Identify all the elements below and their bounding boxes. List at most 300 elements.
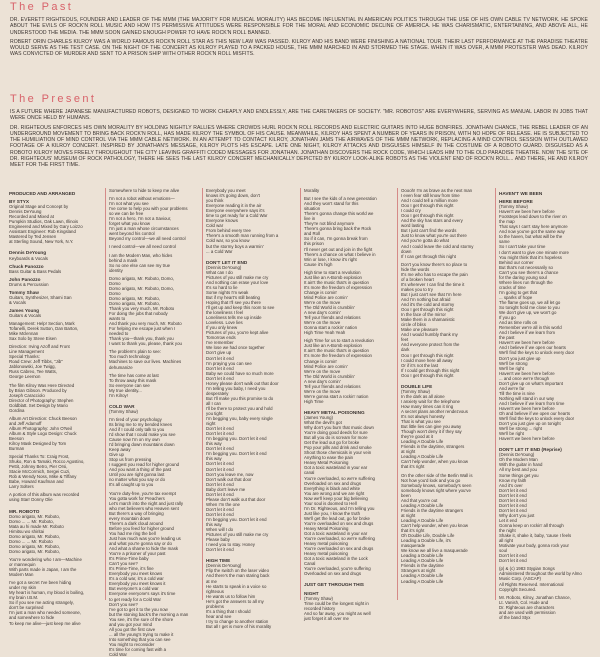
lyric-line: I've remember: [206, 340, 234, 346]
lyric-line: It's Prime-Time, it's fine: [109, 566, 154, 572]
lyric-line: You're duty-free, you're tax exempt: [109, 490, 176, 496]
lyric-line: Kilroy Mask Designed by Tom: [9, 441, 67, 447]
lyric-line: There's a smooth man running from a: [206, 233, 279, 239]
lyric-line: down: [401, 248, 412, 254]
lyric-line: But everyone's a cold war: [109, 586, 159, 592]
lyric-line: Goldblatt. Set Design by Mario: [9, 402, 68, 408]
lyric-line: Or if it's not the last: [401, 362, 439, 368]
lyric-line: every mountain down: [109, 515, 151, 521]
lyric-line: Loneliness tells me up inside: [206, 315, 262, 321]
lyric-line: Leading a Double Life, it's: [401, 538, 451, 544]
lyric-line: but the stoning back's the morning a man: [109, 611, 189, 617]
lyric-line: So no one else can see my true: [109, 262, 171, 268]
lyric-line: recorded history: [304, 605, 336, 611]
song-title: Chuck Panozzo: [9, 263, 44, 269]
lyric-line: It's more the freedom of expression: [304, 284, 372, 290]
lyric-line: We'll get the lead out, go for broke: [304, 515, 370, 521]
lyric-line: I'm tired of your psychology: [109, 416, 162, 422]
lyric-line: And they won't stand for this: [304, 201, 359, 207]
lyric-line: We don't give up, we won't go: [499, 310, 557, 316]
lyric-line: Everybody you meet knows it: [109, 581, 166, 587]
lyric-line: desperately: [206, 390, 229, 396]
lyric-line: You gotta work for Preachers: [109, 495, 165, 501]
lyric-line: Don't let it end: [206, 355, 234, 361]
lyric-line: And there's the man staring back: [206, 573, 270, 579]
lyric-line: Beeson: [9, 435, 24, 441]
lyric-line: But I just can't see that I'm here: [401, 291, 462, 297]
lyric-line: Domo arigato, Mr. Roboto,: [109, 295, 160, 301]
lyric-line: at me: [206, 578, 217, 584]
lyrics-column-2: [109, 188, 201, 657]
lyric-line: Mr. Roboto, Kilroy, Jonathan Chance,: [499, 594, 571, 600]
lyric-line: situation: [304, 206, 321, 212]
lyric-line: Management: Help! Section, Mark: [9, 320, 75, 326]
lyric-line: Thank you very much, Mr. Roboto: [109, 305, 175, 311]
lyric-line: We'll find the keys to unlock every door: [499, 350, 575, 356]
lyric-line: And thank you very much, Mr. Roboto: [109, 321, 182, 327]
lyric-line: Don't let it end: [206, 481, 234, 487]
lyrics-column-4: [304, 188, 396, 621]
lyric-line: Tell your friends and relations: [304, 383, 361, 389]
lyric-line: cracks of time: [499, 284, 526, 290]
lyric-line: (Tommy Shaw): [401, 388, 430, 394]
lyric-line: Don't let it end: [206, 491, 234, 497]
lyric-line: (Dennis DeYoung): [206, 264, 242, 270]
lyric-line: Overloaded on sex and drugs: [304, 571, 361, 577]
lyrics-column-1: [9, 188, 103, 626]
lyric-line: And that you're out: [401, 497, 438, 503]
lyric-line: I'm not what you see: [109, 201, 149, 207]
lyric-line: (Tommy Shaw): [109, 408, 138, 414]
lyric-line: knows it's going down, don't: [206, 193, 260, 199]
lyric-line: Know my faith: [499, 477, 527, 483]
lyric-line: We'll be strong ... right: [499, 426, 542, 432]
lyric-line: Cause now I'm on my own: [109, 437, 160, 443]
lyric-line: the past: [499, 335, 515, 341]
lyric-line: Don't let it end: [499, 553, 527, 559]
lyric-line: Leading a Double Life: [401, 553, 444, 559]
lyric-line: Don't let it end: [206, 365, 234, 371]
lyric-line: Gonna start a rockin' nation: [304, 325, 357, 331]
lyric-line: You had me ring the bell: [109, 530, 156, 536]
lyric-line: don't be surprised: [9, 605, 44, 611]
lyric-line: For helping me escape just when I: [109, 326, 176, 332]
lyric-line: Don't let it end: [206, 461, 234, 467]
lyric-line: same: [499, 239, 510, 245]
lyric-line: Just like an A-Bomb explosion: [304, 274, 362, 280]
lyric-line: Copyright Secured.: [499, 586, 537, 592]
lyric-line: Domo: [109, 280, 121, 286]
lyric-line: no matter what you say or do: [109, 477, 166, 483]
lyric-line: High Time Yeah Yeah: [304, 330, 346, 336]
lyric-line: You might think that it's hopeless: [499, 254, 562, 260]
lyric-line: Haven't we been here before: [499, 405, 555, 411]
lyric-line: High Time for us to start a revolution: [304, 338, 374, 344]
lyric-line: It's time for coming fast with a: [109, 646, 167, 652]
present-paragraph: DR. RIGHTEOUS ENFORCES HIS OWN MORALITY BY HOLDING NIGHTLY RALLIES WHERE CROWDS HURL ROCK'N ROLL RECORDS AND ELECTRIC GUITARS INTO HUGE BONFIRES. JONATHAN CHANCE, THE REBEL LEADER OF AN UNDERGROUND MOVEMENT TO BRING BACK ROCK'N ROLL, HAS MADE KILROY THE SYMBOL OF HIS CAUSE. MEANWHILE, KILROY HAS SPENT A NUMBER OF YEARS IN PRISON, WITH NO HOPE OF RELEASE. HE IS SUBJECTED TO THE HUMILIATION OF MIND CONTROL VIA THE MMM CABLE NETWORK. IN AN ATTEMPT TO CONTACT KILROY, JONATHAN JAMS THE AIRWAVES OF THE MMM NETWORK, REPLACING A MIND CONTROL SESSION WITH OUTLAWED FOOTAGE OF A KILROY CONCERT. INSPIRED BY JONATHAN'S MESSAGE, KILROY PLOTS HIS ESCAPE. LATE ONE NIGHT, KILROY ATTACKS AND DISGUISES HIMSELF IN THE COSTUME OF A ROBOTO GUARD. DISGUISED AS A ROBOTO KILROY MOVES FREELY THROUGHOUT THE CITY LEAVING GRAFFITI CODED MESSAGES FOR JONATHAN. JONATHAN DISCOVERS THE ROCK CODE, WHICH LEADS HIM TO THE OLD PARADISE THEATRE. NOW THE SITE OF DR. RIGHTEOUS' MUSEUM OF ROCK PATHOLOGY, THERE HE SEES THE LAST KILROY CONCERT MECHANICALLY DEPICTED BY KILROY LOOK-ALIKE ROBOTS AS THE VIOLENT END OF ROCK'N ROLL... AND THERE, HE AND KILROY MEET FOR THE FIRST TIME.: [10, 124, 588, 168]
lyric-line: hear and see: [206, 613, 232, 619]
lyric-line: Nothing will stand in our way: [499, 395, 555, 401]
lyric-line: So if you see me acting strangely,: [9, 600, 74, 606]
lyric-line: It's all caught up to you: [109, 482, 154, 488]
lyric-line: time to get ready for a Cold War: [206, 213, 268, 219]
lyric-line: at night: [401, 449, 416, 455]
lyric-line: And if I could only talk to you: [109, 426, 165, 432]
lyric-line: Oh the Modern Man: [499, 457, 538, 463]
lyric-line: the map: [499, 219, 515, 225]
lyric-line: The problem's plain to see:: [109, 349, 162, 355]
lyric-line: Tofanelli, Derek Sutton, Dan Barton,: [9, 326, 79, 332]
lyric-line: Footsteps lead down to the river on: [499, 214, 567, 220]
lyric-line: this prison: [304, 241, 324, 247]
lyric-line: All my best and you: [499, 467, 537, 473]
lyric-line: Guitars & Vocals: [9, 312, 42, 318]
lyric-line: Don't you leave me, now: [206, 471, 254, 477]
lyric-line: makes you to try: [401, 286, 433, 292]
lyric-line: Gonna keep on rockin' all through: [499, 523, 564, 528]
lyric-line: feet: [401, 337, 409, 343]
lyric-line: Though won't deny it if they say: [401, 429, 462, 435]
lyric-line: Director of Photography: Stephen: [9, 397, 74, 403]
song-title: Dennis DeYoung: [9, 250, 47, 256]
lyric-line: Heavy metal poisoning: [304, 551, 348, 557]
lyric-line: Don't let it end: [206, 547, 234, 553]
lyric-line: When I'm the one: [206, 501, 240, 507]
stanza-gap: [304, 404, 396, 407]
lyric-line: How many times can it ring: [401, 403, 454, 409]
lyric-line: Leading A Double Life: [401, 558, 444, 564]
lyric-line: But I'll make you this promise to do: [206, 395, 274, 401]
lyric-line: Don't let it end: [499, 487, 527, 493]
lyric-line: all I can: [206, 400, 221, 406]
lyric-line: Larry Solters: [9, 484, 34, 490]
lyric-line: Your soul is doomed to Hell: [304, 500, 357, 506]
lyric-line: We'll be right: [499, 431, 524, 437]
lyric-line: Tell your friends and relations: [304, 315, 361, 321]
lyric-line: Friends in the daytime strangers: [401, 507, 464, 513]
lyric-line: Thank you—thank you, thank you: [109, 336, 174, 342]
lyric-line: Please don't walk out that door: [206, 496, 266, 502]
lyric-line: In the dark as all alone: [401, 393, 445, 399]
lyric-line: You're overloaded on sex and drugs: [304, 546, 374, 552]
lyric-line: There's a chance on what I believe in: [304, 251, 376, 257]
song-title: HERE BEFORE: [499, 199, 533, 205]
lyric-line: That is what you see: [401, 419, 441, 425]
lyric-line: Mind Police are comin': [304, 294, 348, 300]
lyric-line: dehumanize: [109, 364, 133, 370]
lyric-line: Domo arigato, Mr. Roboto,: [9, 548, 60, 554]
lyric-line: Ooo I get through this night: [401, 352, 454, 358]
lyric-line: or mannequin: [9, 562, 36, 567]
lyric-line: You're doing good deeds for sure: [304, 430, 368, 436]
lyric-line: He's got the answers to all my: [206, 598, 264, 604]
lyric-line: I need control—we all need control: [109, 244, 176, 250]
song-title: HIGH TIME: [206, 558, 231, 564]
lyric-line: A new day's comin': [304, 310, 341, 316]
lyric-line: You're wondering who I am—Machine: [9, 556, 82, 562]
lyric-line: Why don't you just: [499, 512, 535, 518]
lyric-line: masquerade: [401, 543, 426, 549]
lyric-line: And I believe if we learn from time: [499, 400, 565, 406]
lyric-line: behind a mask: [109, 257, 138, 263]
lyric-line: Domo arigato, Mr. Roboto, Domo,: [109, 285, 174, 291]
lyric-line: and somewhere to hide: [9, 615, 55, 621]
lyric-line: Haven't we been here before: [499, 340, 555, 346]
lyric-line: using Starr Donny Olie: [9, 497, 53, 503]
lyric-line: under my skin: [9, 585, 37, 591]
lyric-line: But I see the kids of a new generation: [304, 196, 377, 202]
lyric-line: canal: [304, 470, 315, 476]
lyric-line: High Time: [304, 398, 324, 404]
lyric-line: I've come to help you with your problems: [109, 206, 188, 212]
lyric-line: Heavy metal poisoning: [304, 541, 348, 547]
lyric-line: So tonight hold me close to you: [499, 305, 560, 311]
lyric-line: When will I do: [206, 527, 234, 533]
lyric-line: Machines to save our lives. Machines: [109, 359, 182, 365]
lyric-line: Ooo I get through this night: [401, 372, 454, 378]
lyric-line: Got a toxic wasteland in your ear: [304, 465, 368, 471]
lyric-line: It's a cold war, it's a cold war: [109, 576, 164, 582]
lyric-line: We're on the move: [304, 299, 341, 305]
lyric-line: Domo: [109, 290, 121, 296]
lyric-line: And as time rolls on: [499, 320, 538, 326]
song-title: NIGHT: [304, 590, 319, 596]
lyric-line: It's me who has to escape the pain: [401, 271, 468, 277]
stanza-gap: [206, 552, 299, 555]
lyric-line: Anything to ease the pain: [304, 455, 354, 461]
lyric-line: Can't you see there's a chance: [499, 269, 559, 275]
lyric-line: I'm not a hero, I'm not a Saviour,: [109, 216, 172, 222]
lyric-line: Give up: [109, 452, 124, 458]
lyric-line: We're on the move: [304, 388, 341, 394]
lyric-line: Special Thanks:: [9, 354, 40, 360]
lyric-line: There's gonna change this world we: [304, 211, 374, 217]
lyric-line: You are wrong and we are right: [304, 490, 365, 496]
lyric-line: Leading A Double Life: [401, 439, 444, 445]
lyric-line: If you go: [499, 315, 516, 321]
lyric-line: You're overloaded, you're suffering: [304, 566, 371, 572]
lyric-line: And nothing can erase your love: [206, 279, 269, 285]
stanza-gap: [9, 503, 103, 506]
lyric-line: Everyone everyone's says it's time: [109, 591, 176, 597]
lyric-line: to get ready for a Cold War: [109, 596, 161, 602]
lyric-line: Mata au hi made Mr. Roboto: [9, 523, 64, 529]
lyric-line: Change is comin': [304, 289, 338, 295]
lyric-line: In the face of the mirror: [401, 312, 446, 318]
lyric-line: of a broken heart: [401, 276, 434, 282]
lyric-line: You're a prisoner of your past: [109, 551, 166, 557]
lyric-line: you tight: [206, 411, 223, 417]
lyric-line: Heavy Metal Poisoning: [304, 460, 349, 466]
lyric-line: Baby we could have so much more: [206, 370, 274, 376]
lyric-line: I try to change to another station: [206, 618, 269, 624]
lyric-line: ... sparks of hope: [499, 294, 533, 300]
lyric-line: And you're gotta do what: [401, 238, 449, 244]
lyric-line: Just how much was you're leading us: [109, 535, 181, 541]
lyric-line: I anxiety wait for the telephone: [401, 398, 460, 404]
lyric-line: ... all the young's trying to make it: [109, 631, 174, 637]
lyric-line: Friends in the daytime, strangers: [401, 444, 465, 450]
lyric-line: who met believers who Heaven sent: [109, 505, 179, 511]
lyric-line: My heart is human, my blood is boiling,: [9, 590, 85, 596]
lyric-line: To throw away this mask: [109, 377, 157, 383]
lyric-line: Album & Style Logo Design: Chuck: [9, 430, 77, 436]
lyric-line: Don't let it end: [206, 511, 234, 517]
lyric-line: Make one pleasure: [401, 327, 438, 333]
lyric-line: Honey please don't walk out that door: [206, 380, 279, 386]
lyric-line: Somewhere to hide to keep me alive: [109, 188, 180, 193]
lyric-line: wants to: [109, 316, 126, 322]
lyric-line: Album Photography: John O'Neil: [9, 425, 72, 431]
lyric-line: Don't give up: [206, 350, 232, 356]
lyric-line: I'm begging you. Don't let it end: [206, 451, 267, 457]
lyric-line: With the guitar in hand: [499, 462, 543, 468]
lyric-line: Ooooh! I'm as brave as the next man: [401, 188, 473, 193]
lyrics-column-3: [206, 188, 299, 629]
lyric-line: I'm Dr. Righteous, and I'm telling you: [304, 505, 375, 511]
lyric-line: ... a Cold War: [206, 248, 233, 254]
song-title: COLD WAR: [109, 403, 135, 409]
lyric-line: Don't let it end: [206, 431, 234, 437]
lyric-line: I'd bringing down mountains down: [109, 442, 175, 448]
lyric-line: High time to start a revolution: [304, 269, 361, 275]
lyric-line: (Dennis DeYoung): [206, 563, 242, 569]
song-title: PRODUCED AND ARRANGED: [9, 191, 76, 196]
lyric-line: but the stormy boys a warmin': [206, 243, 264, 249]
lyric-line: Cold war, so you know: [206, 238, 250, 244]
lyric-line: Please baby: [206, 537, 230, 543]
lyric-line: and you got your mind: [109, 621, 152, 627]
lyric-line: Don't let it end: [499, 507, 527, 513]
lyric-line: word lasting: [401, 223, 425, 229]
lyric-line: There's a dark cloud around: [109, 520, 163, 526]
lyric-line: You're overloaded on sex and drugs: [304, 520, 374, 526]
lyric-line: Pictures of you still make me cry: [206, 274, 269, 280]
lyric-line: the night: [499, 528, 516, 534]
lyric-line: Until you are right gonna last: [109, 472, 165, 478]
lyric-line: It's wherever I can find the time it: [401, 281, 465, 287]
lyric-line: We'll find the keys to unlock every door: [499, 416, 575, 422]
lyric-line: (James Young): [304, 414, 333, 420]
lyric-line: But all you do is scream for more: [304, 435, 368, 441]
lyric-line: A portion of this album was recorded: [9, 492, 80, 498]
lyric-line: But there's a way of bringing: [109, 510, 164, 516]
song-title: John Panozzo: [9, 276, 41, 282]
lyric-line: And I could leave the cold and stormy: [401, 243, 474, 249]
lyric-line: Domo arigato, Mr. Roboto,: [9, 533, 60, 539]
lyric-line: Drums & Percussion: [9, 281, 49, 287]
lyric-line: Cold War: [109, 652, 127, 657]
lyric-line: Flip the switch on the laser video: [206, 568, 270, 574]
lyric-line: Don't let it end: [206, 506, 234, 512]
lyric-line: Shuko, Ron & Tamaki, Rocco Agostino,: [9, 459, 85, 465]
lyric-line: Some nights I'm weak: [206, 289, 249, 295]
lyric-line: Hoping that I'll see you there: [206, 299, 261, 305]
lyric-line: I'm not a robot without emotions—: [109, 196, 175, 202]
lyric-line: problems: [206, 603, 224, 609]
song-title: MR. ROBOTO: [9, 508, 40, 514]
lyric-line: I'm begging you. Don't let it end: [206, 517, 267, 522]
past-text: [10, 17, 588, 61]
lyric-line: Domo ... ... Mr. Roboto: [9, 538, 53, 544]
lyric-line: at Sterling Sound, New York, N.Y.: [9, 239, 74, 245]
lyric-line: But that's not necessarily so: [499, 264, 553, 270]
lyric-line: Let it end: [499, 517, 517, 523]
lyric-line: But all I get is more of his morality: [206, 623, 272, 629]
lyric-line: at night: [401, 512, 416, 518]
lyric-line: Just like you, I know the truth: [304, 510, 361, 516]
lyric-line: On the other side of the Berlin Wall is: [401, 472, 473, 478]
lyric-line: I suggest you read for higher ground: [109, 462, 180, 468]
lyric-line: forget what you know: [109, 221, 151, 227]
lyric-line: been: [401, 492, 411, 498]
lyric-line: Strangers at night: [401, 568, 436, 574]
lyric-line: I'm begging you, baby every single: [206, 416, 273, 422]
lyric-line: soul: [499, 548, 507, 554]
lyric-line: Everyone reading it in the air: [206, 203, 262, 209]
lyric-line: I could cry: [401, 208, 421, 214]
lyric-line: He starts to speak in a voice so: [206, 583, 267, 589]
lyric-line: Stacie McCormich, Sergei Cuzi,: [9, 469, 71, 475]
lyric-line: Leading A Double Life: [401, 454, 444, 460]
lyric-line: And it's the cold and stormy: [401, 302, 455, 308]
lyric-line: I'm praying you can see: [206, 360, 252, 366]
song-title: DON'T LET IT END: [206, 259, 248, 265]
lyric-line: You might to reconsider: [109, 641, 155, 647]
lyric-line: The flame goes up, we all let go: [499, 299, 561, 305]
lyric-line: The Old World is crumblin': [304, 305, 355, 311]
lyric-line: The film Kilroy Was Here Directed: [9, 382, 75, 388]
lyric-line: all right: [499, 538, 514, 544]
lyric-line: But little lies can give you away: [401, 424, 462, 430]
lyric-line: Ooo I get through this night: [401, 213, 454, 219]
past-paragraph: DR. EVERETT RIGHTEOUS, FOUNDER AND LEADER OF THE MMM (THE MAJORITY FOR MUSICAL MORALITY) HAS BECOME INFLUENTIAL IN AMERICAN POLITICS THROUGH THE USE OF HIS OWN CABLE TV NETWORK. HE SPOKE ABOUT THE EVILS OF ROCK'N ROLL MUSIC AND HOW ITS PERMISSIVE ATTITUDES WERE RESPONSIBLE FOR THE MORAL AND ECONOMIC DECLINE OF AMERICA. HE WAS CHARISMATIC, ENTERTAINING, AND ABOVE ALL, HE UNDERSTOOD THE MEDIA. THE MMM SOON GAINED ENOUGH POWER TO HAVE ROCK'N ROLL BANNED.: [10, 17, 588, 36]
lyric-line: Road Crew: Jeff Tibbs, "Jib": [9, 359, 63, 365]
lyric-line: And I could tell a million more: [401, 198, 458, 204]
lyric-line: I'll be there to protect you and hold: [206, 405, 273, 411]
lyric-line: Before you feed for higher ground: [109, 525, 174, 531]
lyric-line: I'll get up and keep this room to see: [206, 305, 275, 311]
lyric-line: And the sky has stars and every: [401, 218, 463, 224]
lyric-line: this way: [206, 441, 222, 447]
present-paragraph: IS A FUTURE WHERE JAPANESE MANUFACTURED ROBOTS, DESIGNED TO WORK CHEAPLY AND ENDLESSLY, ARE THE CARETAKERS OF SOCIETY. "MR. ROBOTOS" ARE EVERYWHERE, SERVING AS MANUAL LABOR IN JOBS THAT WERE ONCE HELD BY HUMANS.: [10, 109, 588, 122]
lyric-line: Domo arigato, Mr. Roboto,: [9, 513, 60, 519]
lyric-line: Domo ... ... Mr. Roboto,: [9, 518, 54, 524]
lyric-line: my brain I.B.M.: [9, 595, 39, 601]
lyric-line: Let's march into the night and just rally: [109, 500, 183, 506]
lyric-line: Cause it's high: [304, 261, 333, 267]
lyric-line: Dennis DeYoung: [9, 209, 42, 215]
lyric-line: We know we all live a masquerade: [401, 548, 468, 554]
lyric-line: You see, it's the sure of the shore: [109, 616, 174, 622]
lyric-line: that it's right: [401, 464, 425, 470]
song-title: HAVEN'T WE BEEN: [499, 191, 543, 196]
lyric-line: Modern Man: [9, 572, 34, 578]
lyric-line: And I'm nothing but afraid: [401, 296, 451, 302]
lyric-line: I've got a secret I've been hiding: [9, 580, 72, 586]
lyric-line: Tomorrow ends: [206, 335, 236, 341]
stanza-gap: [304, 576, 396, 579]
lyric-line: Gordina: [9, 407, 25, 413]
lyric-line: Heavy Metal Poisoning: [304, 526, 349, 531]
lyric-line: and Roll: [304, 231, 320, 237]
lyric-line: And I believe if we open our hearts: [499, 345, 566, 351]
lyric-line: they're good at it: [401, 434, 433, 440]
lyric-line: So everyone can see: [109, 382, 150, 388]
lyric-line: I'm begging you. Don't let it end: [206, 436, 267, 442]
lyric-line: Into something that you can see: [109, 636, 171, 642]
lyric-line: Just to know what you're out there: [401, 233, 467, 239]
